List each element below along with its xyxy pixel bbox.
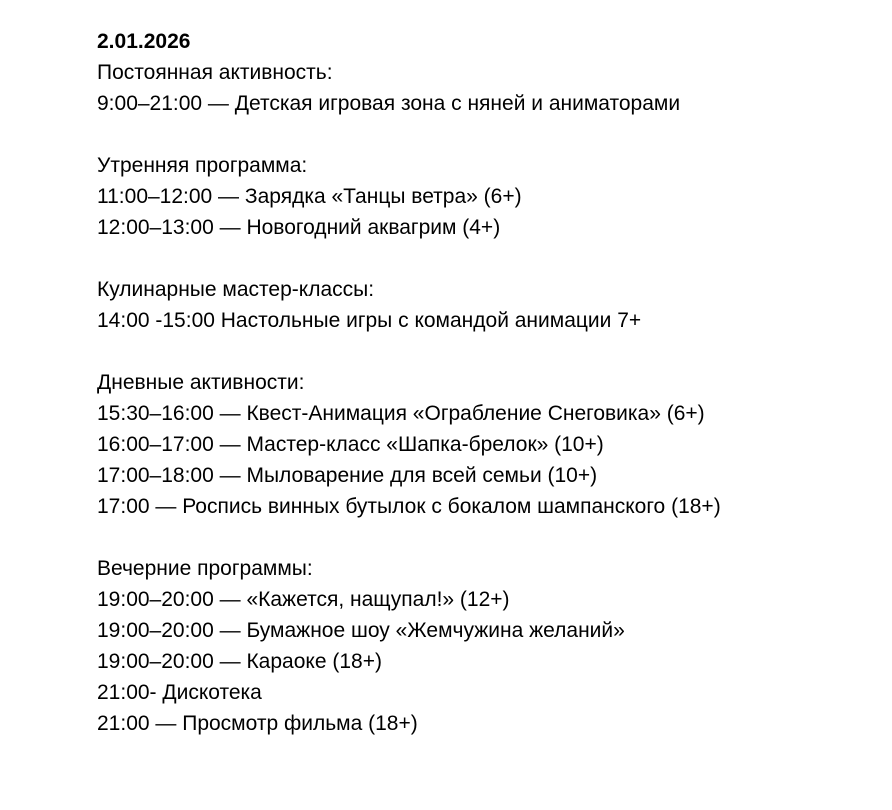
schedule-document <box>97 26 877 739</box>
section-evening-programs <box>97 553 877 739</box>
schedule-item: 17:00–18:00 — Мыловарение для всей семьи (10+) <box>97 464 598 487</box>
schedule-item: 15:30–16:00 — Квест-Анимация «Ограбление Снеговика» (6+) <box>97 402 705 425</box>
section-heading: Кулинарные мастер-классы: <box>97 278 375 301</box>
section-permanent-activity <box>97 57 877 119</box>
schedule-item: 19:00–20:00 — Караоке (18+) <box>97 650 382 673</box>
schedule-item: 14:00 -15:00 Настольные игры с командой анимации 7+ <box>97 309 642 332</box>
schedule-item: 9:00–21:00 — Детская игровая зона с няней и аниматорами <box>97 92 681 115</box>
section-heading: Дневные активности: <box>97 371 305 394</box>
schedule-item: 21:00- Дискотека <box>97 681 262 704</box>
section-heading: Вечерние программы: <box>97 557 313 580</box>
schedule-item: 16:00–17:00 — Мастер-класс «Шапка-брелок» (10+) <box>97 433 604 456</box>
schedule-item: 17:00 — Роспись винных бутылок с бокалом шампанского (18+) <box>97 495 721 518</box>
schedule-item: 11:00–12:00 — Зарядка «Танцы ветра» (6+) <box>97 185 522 208</box>
section-morning-program <box>97 150 877 243</box>
section-culinary-masterclasses <box>97 274 877 336</box>
schedule-item: 21:00 — Просмотр фильма (18+) <box>97 712 418 735</box>
section-heading: Утренняя программа: <box>97 154 308 177</box>
schedule-item: 19:00–20:00 — Бумажное шоу «Жемчужина желаний» <box>97 619 625 642</box>
section-daytime-activities <box>97 367 877 522</box>
schedule-item: 19:00–20:00 — «Кажется, нащупал!» (12+) <box>97 588 510 611</box>
schedule-date: 2.01.2026 <box>97 30 191 53</box>
schedule-item: 12:00–13:00 — Новогодний аквагрим (4+) <box>97 216 501 239</box>
section-heading: Постоянная активность: <box>97 61 333 84</box>
